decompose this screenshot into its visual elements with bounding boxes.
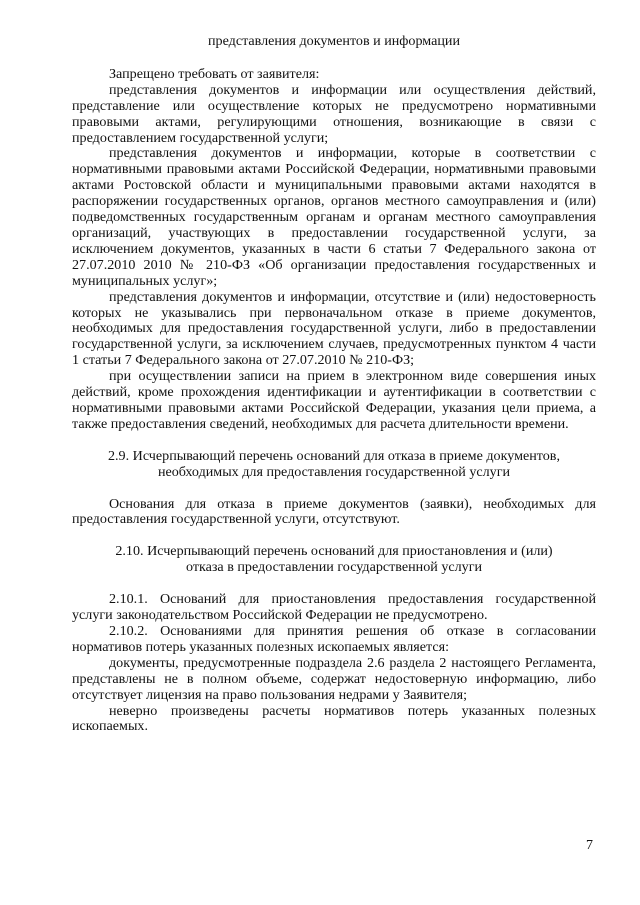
prohibition-item: представления документов и информации или осуществления действий, представление или осуществление которых не предусмотрено нормативными правовыми актами, регулирующими отношения, возникающие в связи с предоставлением государственной услуги; xyxy=(72,81,596,146)
refusal-ground-calculations: неверно произведены расчеты нормативов потерь указанных полезных ископаемых. xyxy=(72,702,596,735)
prohibition-item: представления документов и информации, которые в соответствии с нормативными правовыми актами Российской Федерации, нормативными правовыми актами Ростовской области и муниципальными правовыми актами находятся в распоряжении государственных органов, органов местного самоуправления и (или) подведомственных государственным органам и органам местного самоуправления организаций, участвующих в предоставлении государственной услуги, за исключением документов, указанных в части 6 статьи 7 Федерального закона от 27.07.2010 2010 № 210-ФЗ «Об организации предоставления государственных и муниципальных услуг»; xyxy=(72,145,596,289)
prohibition-intro: Запрещено требовать от заявителя: xyxy=(109,65,320,82)
paragraph-2-10-2: 2.10.2. Основаниями для принятия решения об отказе в согласовании нормативов потерь указанных полезных ископаемых является: xyxy=(72,623,596,655)
prohibition-item: представления документов и информации, отсутствие и (или) недостоверность которых не указывались при первоначальном отказе в приеме документов, необходимых для предоставления государственной услуги, либо в предоставлении государственной услуги, за исключением случаев, предусмотренных пунктом 4 части 1 статьи 7 Федерального закона от 27.07.2010 № 210-ФЗ; xyxy=(72,288,596,369)
section-2-9-heading-line2: необходимых для предоставления государственной услуги xyxy=(157,463,511,480)
paragraph-2-10-1: 2.10.1. Оснований для приостановления предоставления государственной услуги законодательством Российской Федерации не предусмотрено. xyxy=(72,591,596,624)
section-2-9-heading-line1: 2.9. Исчерпывающий перечень оснований для отказа в приеме документов, xyxy=(107,447,560,464)
refusal-ground-documents: документы, предусмотренные подраздела 2.6 раздела 2 настоящего Регламента, представлены не в полном объеме, содержат недостоверную информацию, либо отсутствует лицензия на право пользования недрами у Заявителя; xyxy=(72,654,596,703)
page-number: 7 xyxy=(586,838,593,853)
section-2-10-heading-line1: 2.10. Исчерпывающий перечень оснований для приостановления и (или) xyxy=(115,543,553,560)
prohibition-item: при осуществлении записи на прием в электронном виде совершения иных действий, кроме прохождения идентификации и аутентификации в соответствии с нормативными правовыми актами Российской Федерации, указания цели приема, а также предоставления сведений, необходимых для расчета длительности времени. xyxy=(72,368,596,432)
section-2-10-heading-line2: отказа в предоставлении государственной услуги xyxy=(185,559,483,576)
continued-heading: представления документов и информации xyxy=(207,33,461,49)
document-page xyxy=(72,34,596,735)
section-2-9-body: Основания для отказа в приеме документов (заявки), необходимых для предоставления государственной услуги, отсутствуют. xyxy=(72,495,596,528)
